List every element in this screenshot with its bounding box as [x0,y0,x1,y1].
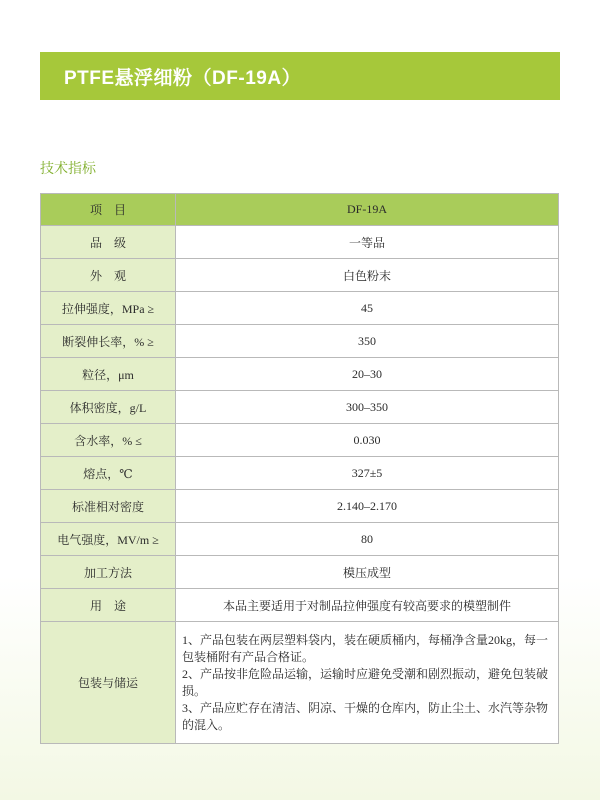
row-value: 327±5 [176,457,559,490]
row-label: 用 途 [41,589,176,622]
table-row [41,325,559,358]
row-label: 熔点，℃ [41,457,176,490]
row-label: 标准相对密度 [41,490,176,523]
table-row [41,292,559,325]
page-title-bar [40,52,560,100]
row-value: 白色粉末 [176,259,559,292]
row-value: 0.030 [176,424,559,457]
table-row [41,259,559,292]
table-row [41,523,559,556]
row-label: 加工方法 [41,556,176,589]
row-label: 电气强度，MV/m ≥ [41,523,176,556]
table-row [41,424,559,457]
packaging-line: 2、产品按非危险品运输，运输时应避免受潮和剧烈振动，避免包装破损。 [182,666,549,698]
header-label: 项 目 [41,194,176,226]
row-label: 粒径，μm [41,358,176,391]
page-title: PTFE悬浮细粉（DF-19A） [64,67,302,89]
table-row [41,490,559,523]
section-title: 技术指标 [40,160,96,176]
row-label: 外 观 [41,259,176,292]
table-row-packaging [41,622,559,744]
row-value: 20–30 [176,358,559,391]
row-label: 含水率，% ≤ [41,424,176,457]
table-row [41,457,559,490]
row-value: 80 [176,523,559,556]
row-label: 断裂伸长率，% ≥ [41,325,176,358]
row-value: 300–350 [176,391,559,424]
table-row [41,589,559,622]
row-value: 模压成型 [176,556,559,589]
row-label: 拉伸强度，MPa ≥ [41,292,176,325]
row-value: 45 [176,292,559,325]
row-value: 350 [176,325,559,358]
table-header-row [41,194,559,226]
packaging-label: 包装与储运 [41,622,176,744]
row-label: 品 级 [41,226,176,259]
row-value: 一等品 [176,226,559,259]
table-row [41,391,559,424]
row-label: 体积密度，g/L [41,391,176,424]
packaging-text [176,622,559,744]
table-row [41,226,559,259]
row-value: 2.140–2.170 [176,490,559,523]
table-row [41,556,559,589]
header-value: DF-19A [176,194,559,226]
row-value: 本品主要适用于对制品拉伸强度有较高要求的模塑制件 [176,589,559,622]
table-row [41,358,559,391]
packaging-line: 1、产品包装在两层塑料袋内，装在硬质桶内，每桶净含量20kg，每一包装桶附有产品合格证。 [182,632,549,664]
spec-table [40,193,559,744]
packaging-line: 3、产品应贮存在清洁、阴凉、干燥的仓库内，防止尘土、水汽等杂物的混入。 [182,700,549,732]
